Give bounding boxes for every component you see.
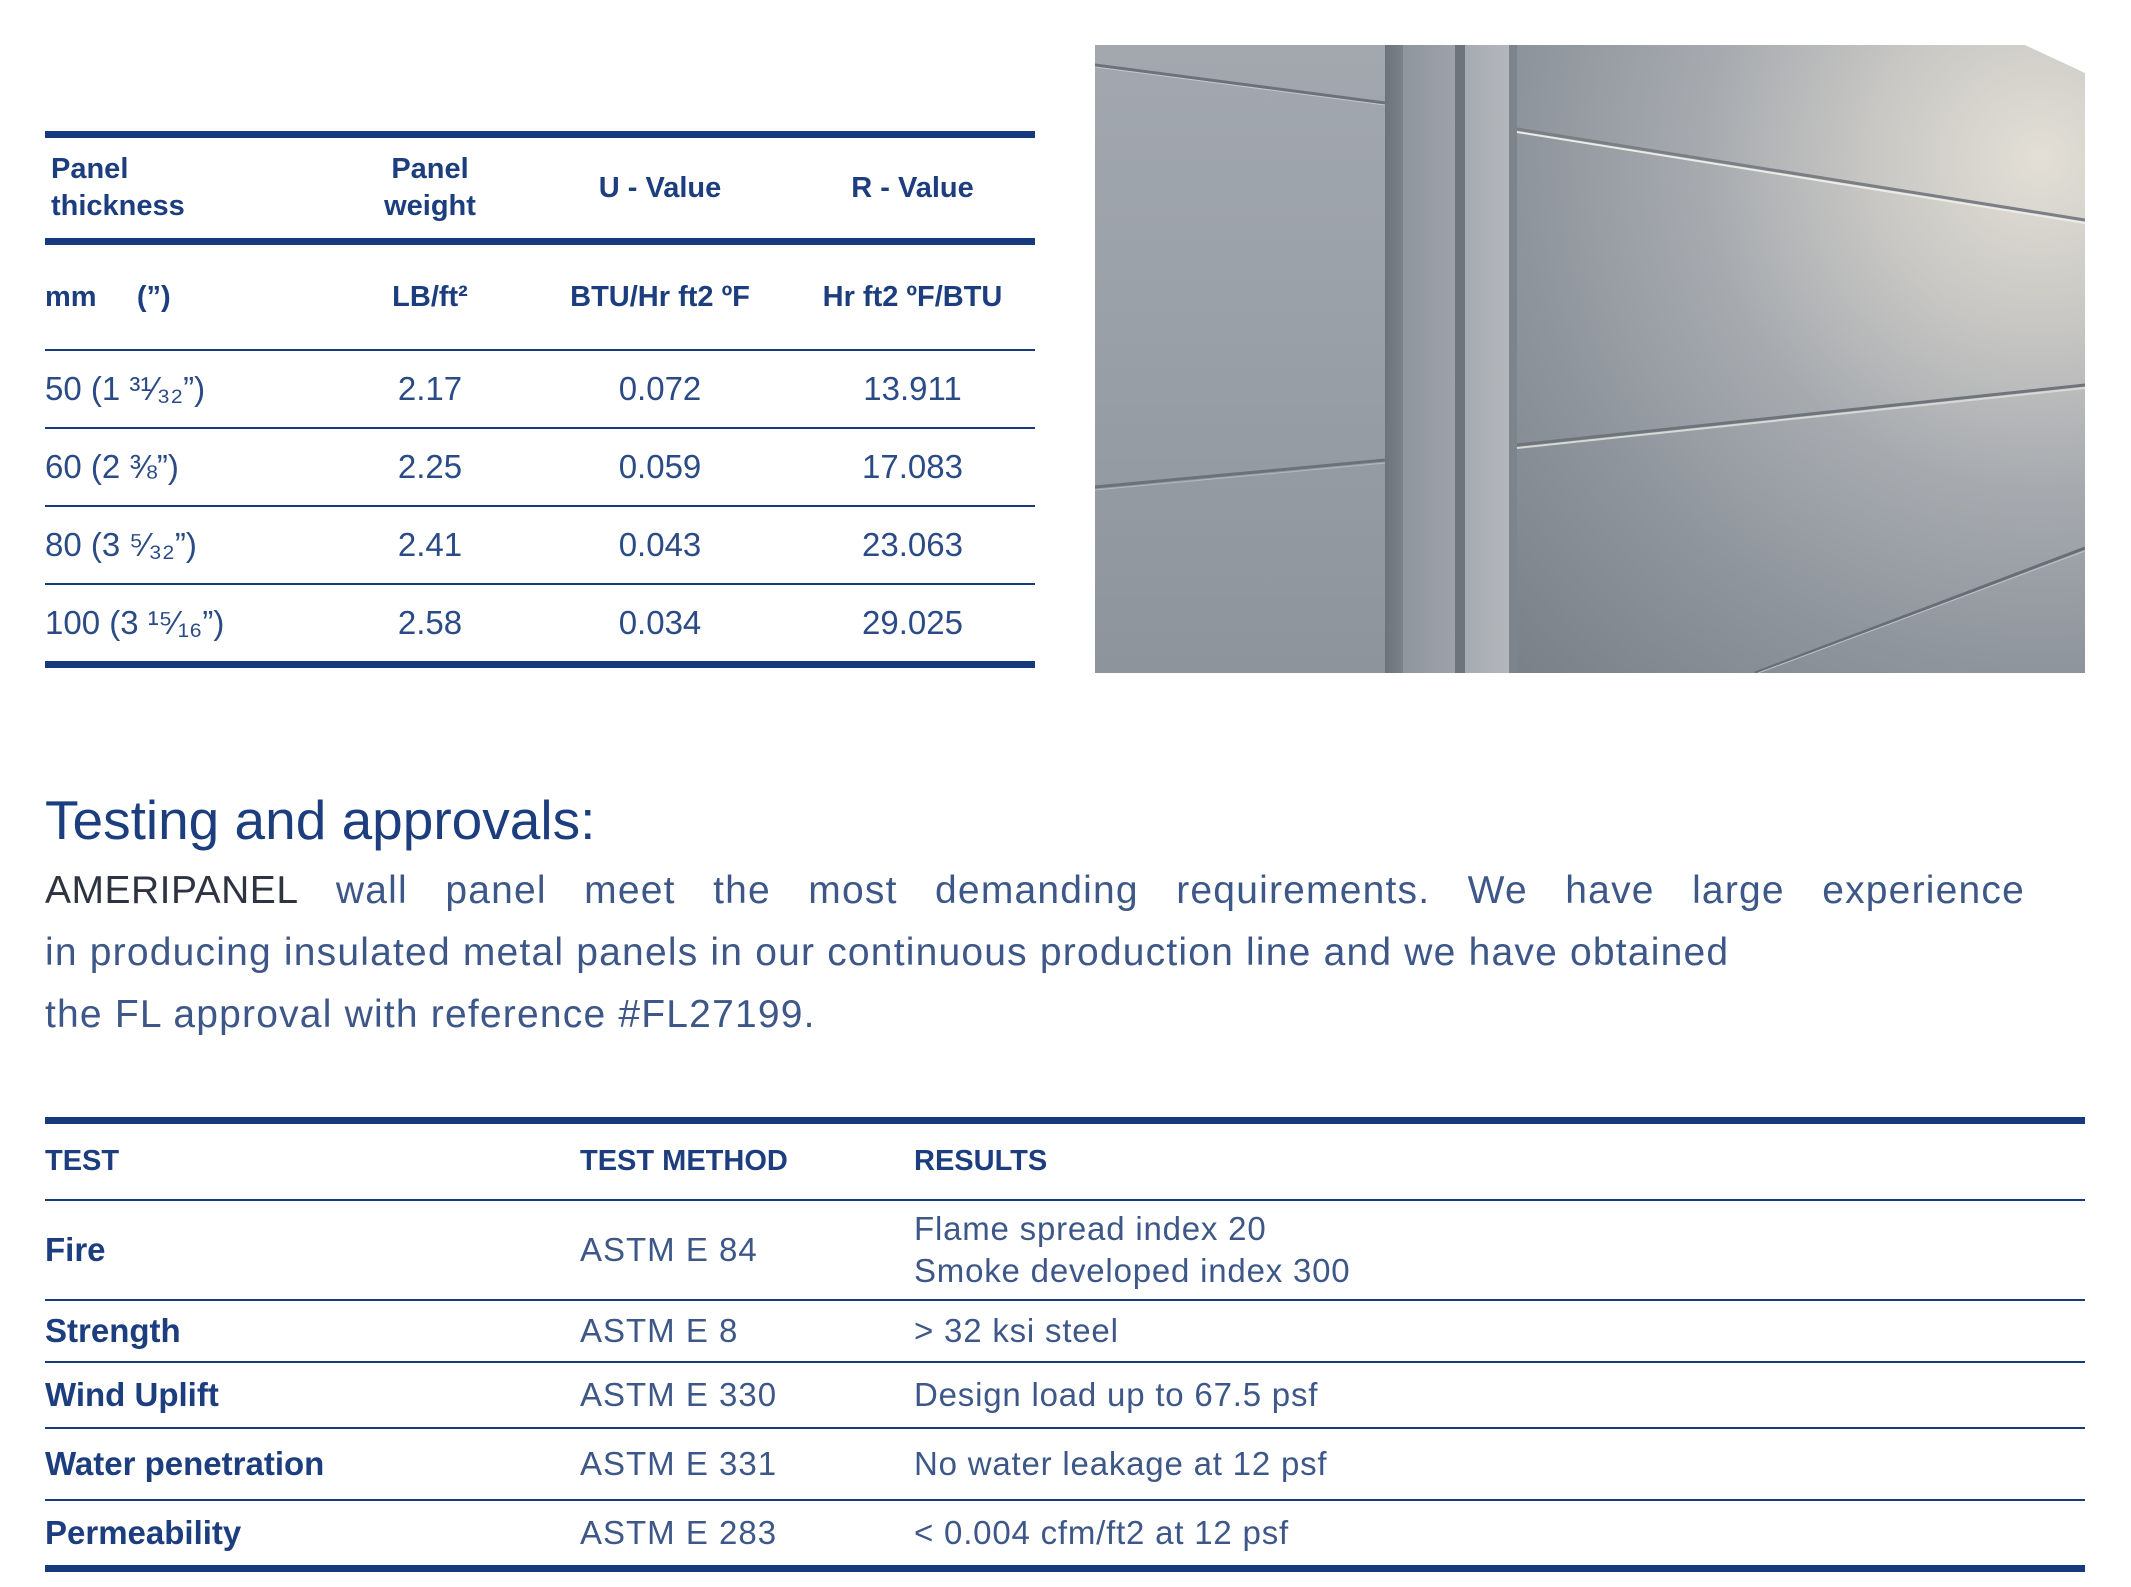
header-results: RESULTS xyxy=(914,1145,1048,1177)
cell-thickness: 80 (3 ⁵⁄₃₂”) xyxy=(45,526,197,563)
result-line: Flame spread index 20 xyxy=(914,1210,1267,1247)
cell-test: Permeability xyxy=(45,1514,242,1551)
header-r-value: R - Value xyxy=(851,171,974,204)
cell-test: Fire xyxy=(45,1231,106,1268)
header-rule xyxy=(45,238,1035,245)
table-row xyxy=(45,1201,2085,1301)
cell-results: No water leakage at 12 psf xyxy=(914,1445,1328,1482)
tests-bottom-rule xyxy=(45,1565,2085,1572)
section-body xyxy=(45,860,2025,1046)
header-thickness-line2: thickness xyxy=(51,190,185,222)
spec-units-row xyxy=(45,245,1035,351)
spec-header-row xyxy=(45,138,1035,238)
cell-weight: 2.58 xyxy=(397,604,463,641)
table-row xyxy=(45,1429,2085,1501)
cell-u-value: 0.043 xyxy=(618,526,702,563)
cell-method: ASTM E 8 xyxy=(580,1312,739,1349)
unit-u-value: BTU/Hr ft2 ºF xyxy=(570,280,750,313)
cell-r-value: 17.083 xyxy=(862,448,963,485)
unit-weight: LB/ft² xyxy=(392,280,468,313)
cell-test: Strength xyxy=(45,1312,181,1349)
header-panel-weight xyxy=(330,151,530,225)
panel-spec-table xyxy=(45,131,1035,668)
table-row xyxy=(45,1501,2085,1565)
panel-seam-lines xyxy=(1095,45,2085,673)
section-title: Testing and approvals: xyxy=(45,789,596,851)
cell-results: Design load up to 67.5 psf xyxy=(914,1376,1319,1413)
wall-panel-photo xyxy=(1095,45,2085,673)
unit-thickness: mm (”) xyxy=(45,280,171,313)
cell-method: ASTM E 283 xyxy=(580,1514,778,1551)
body-line-2: in producing insulated metal panels in our continuous production line and we have obtained xyxy=(45,931,1730,974)
cell-test: Water penetration xyxy=(45,1445,325,1482)
cell-r-value: 29.025 xyxy=(862,604,963,641)
cell-u-value: 0.034 xyxy=(618,604,702,641)
unit-r-value: Hr ft2 ºF/BTU xyxy=(822,280,1003,313)
cell-thickness: 50 (1 ³¹⁄₃₂”) xyxy=(45,370,206,407)
header-thickness-line1: Panel xyxy=(51,153,129,185)
cell-results: < 0.004 cfm/ft2 at 12 psf xyxy=(914,1514,1289,1551)
tests-table xyxy=(45,1117,2085,1572)
table-bottom-rule xyxy=(45,661,1035,668)
cell-method: ASTM E 331 xyxy=(580,1445,778,1482)
cell-u-value: 0.059 xyxy=(618,448,702,485)
cell-method: ASTM E 84 xyxy=(580,1231,758,1268)
tests-top-rule xyxy=(45,1117,2085,1124)
cell-method: ASTM E 330 xyxy=(580,1376,778,1413)
table-row xyxy=(45,1301,2085,1363)
header-panel-thickness xyxy=(45,151,330,225)
body-line-1-text: wall panel meet the most demanding requirements. We have large experience xyxy=(298,869,2025,912)
body-line-3: the FL approval with reference #FL27199. xyxy=(45,993,816,1036)
cell-results: > 32 ksi steel xyxy=(914,1312,1119,1349)
header-weight-line2: weight xyxy=(384,190,476,222)
table-row xyxy=(45,1363,2085,1429)
body-line-1 xyxy=(45,860,2025,922)
table-row xyxy=(45,507,1035,585)
table-top-rule xyxy=(45,131,1035,138)
result-line: Smoke developed index 300 xyxy=(914,1252,1351,1289)
header-u-value: U - Value xyxy=(598,171,722,204)
cell-weight: 2.41 xyxy=(397,526,463,563)
cell-results xyxy=(914,1208,2085,1292)
cell-test: Wind Uplift xyxy=(45,1376,219,1413)
cell-u-value: 0.072 xyxy=(618,370,702,407)
table-row xyxy=(45,351,1035,429)
header-test-method: TEST METHOD xyxy=(580,1145,788,1177)
cell-r-value: 13.911 xyxy=(863,370,962,407)
cell-r-value: 23.063 xyxy=(862,526,963,563)
table-row xyxy=(45,429,1035,507)
table-row xyxy=(45,585,1035,661)
cell-thickness: 100 (3 ¹⁵⁄₁₆”) xyxy=(45,604,225,641)
tests-header-row xyxy=(45,1124,2085,1201)
cell-thickness: 60 (2 ⅜”) xyxy=(45,448,179,485)
brand-name: AMERIPANEL xyxy=(45,869,299,912)
header-weight-line1: Panel xyxy=(391,153,469,185)
cell-weight: 2.25 xyxy=(397,448,463,485)
header-test: TEST xyxy=(45,1145,120,1177)
cell-weight: 2.17 xyxy=(397,370,463,407)
